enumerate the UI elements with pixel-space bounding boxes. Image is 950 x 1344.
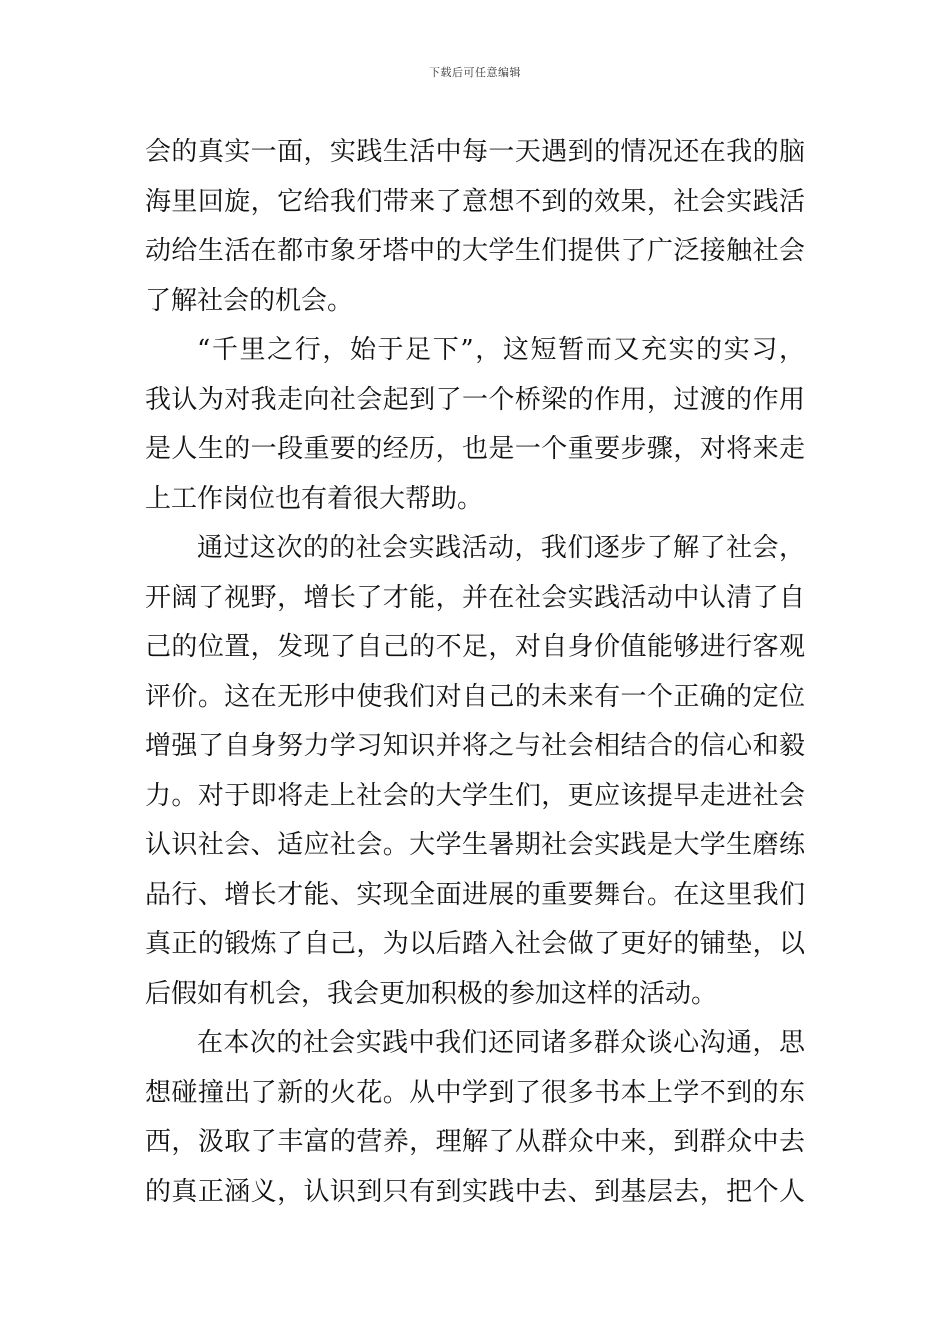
text-line: 后假如有机会，我会更加积极的参加这样的活动。 <box>145 978 718 1009</box>
text-line: 会的真实一面，实践生活中每一天遇到的情况还在我的脑 <box>145 137 805 167</box>
text-line: 认识社会、适应社会。大学生暑期社会实践是大学生磨练 <box>145 830 805 860</box>
text-line: 西，汲取了丰富的营养，理解了从群众中来，到群众中去 <box>145 1127 805 1157</box>
text-line: 增强了自身努力学习知识并将之与社会相结合的信心和毅 <box>145 731 805 761</box>
text-line: 上工作岗位也有着很大帮助。 <box>145 483 484 514</box>
text-line: 品行、增长才能、实现全面进展的重要舞台。在这里我们 <box>145 879 805 910</box>
text-line: 开阔了视野，增长了才能，并在社会实践活动中认清了自 <box>145 582 805 613</box>
text-line: 是人生的一段重要的经历，也是一个重要步骤，对将来走 <box>145 434 805 464</box>
text-line: 海里回旋，它给我们带来了意想不到的效果，社会实践活 <box>145 186 805 217</box>
text-line: 评价。这在无形中使我们对自己的未来有一个正确的定位 <box>145 681 805 712</box>
text-line: 想碰撞出了新的火花。从中学到了很多书本上学不到的东 <box>145 1077 805 1108</box>
text-line: 己的位置，发现了自己的不足，对自身价值能够进行客观 <box>145 632 805 662</box>
text-line: 的真正涵义，认识到只有到实践中去、到基层去，把个人 <box>145 1176 805 1207</box>
paragraph <box>145 326 805 524</box>
text-line: 动给生活在都市象牙塔中的大学生们提供了广泛接触社会 <box>145 236 805 266</box>
text-line: 在本次的社会实践中我们还同诸多群众谈心沟通，思 <box>197 1028 805 1058</box>
text-line: 力。对于即将走上社会的大学生们，更应该提早走进社会 <box>145 780 805 811</box>
paragraph <box>145 1019 805 1217</box>
paragraph <box>145 524 805 1019</box>
text-line: 了解社会的机会。 <box>145 285 354 316</box>
text-line: “千里之行，始于足下”，这短暂而又充实的实习， <box>197 335 805 365</box>
text-line: 通过这次的的社会实践活动，我们逐步了解了社会， <box>197 533 805 563</box>
paragraph <box>145 128 805 326</box>
document-body <box>145 128 805 1217</box>
text-line: 真正的锻炼了自己，为以后踏入社会做了更好的铺垫，以 <box>145 929 805 959</box>
text-line: 我认为对我走向社会起到了一个桥梁的作用，过渡的作用 <box>145 384 805 415</box>
page-header-note: 下载后可任意编辑 <box>429 66 521 79</box>
